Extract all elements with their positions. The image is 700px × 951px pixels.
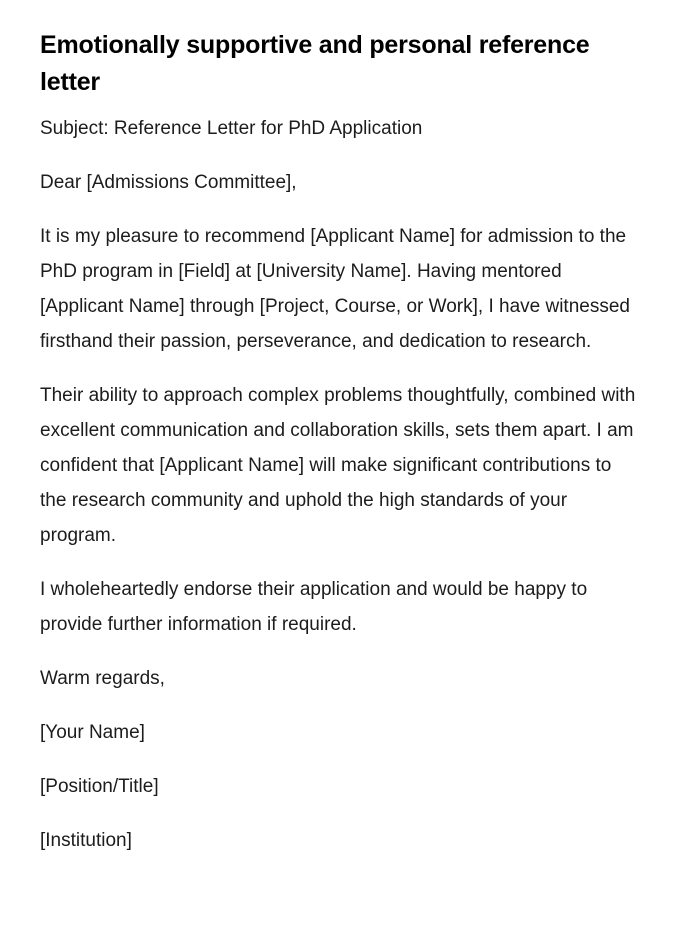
paragraph-intro: It is my pleasure to recommend [Applicant Name] for admission to the PhD program in [Field] at [University Name]. Having mentored [Applicant Name] through [Project, Course, or Work], I have witnessed firsthand their passion, perseverance, and dedication to research. — [40, 226, 630, 352]
subject-line: Subject: Reference Letter for PhD Application — [40, 118, 423, 139]
signature-institution: [Institution] — [40, 830, 132, 851]
signature-name: [Your Name] — [40, 722, 145, 743]
salutation: Dear [Admissions Committee], — [40, 172, 297, 193]
closing: Warm regards, — [40, 668, 165, 689]
signature-position: [Position/Title] — [40, 776, 159, 797]
page-title: Emotionally supportive and personal reference letter — [40, 31, 590, 96]
paragraph-endorsement: I wholeheartedly endorse their application and would be happy to provide further information if required. — [40, 579, 588, 635]
paragraph-qualities: Their ability to approach complex problems thoughtfully, combined with excellent communication and collaboration skills, sets them apart. I am confident that [Applicant Name] will make significant contributions to the research community and uphold the high standards of your program. — [40, 385, 636, 546]
